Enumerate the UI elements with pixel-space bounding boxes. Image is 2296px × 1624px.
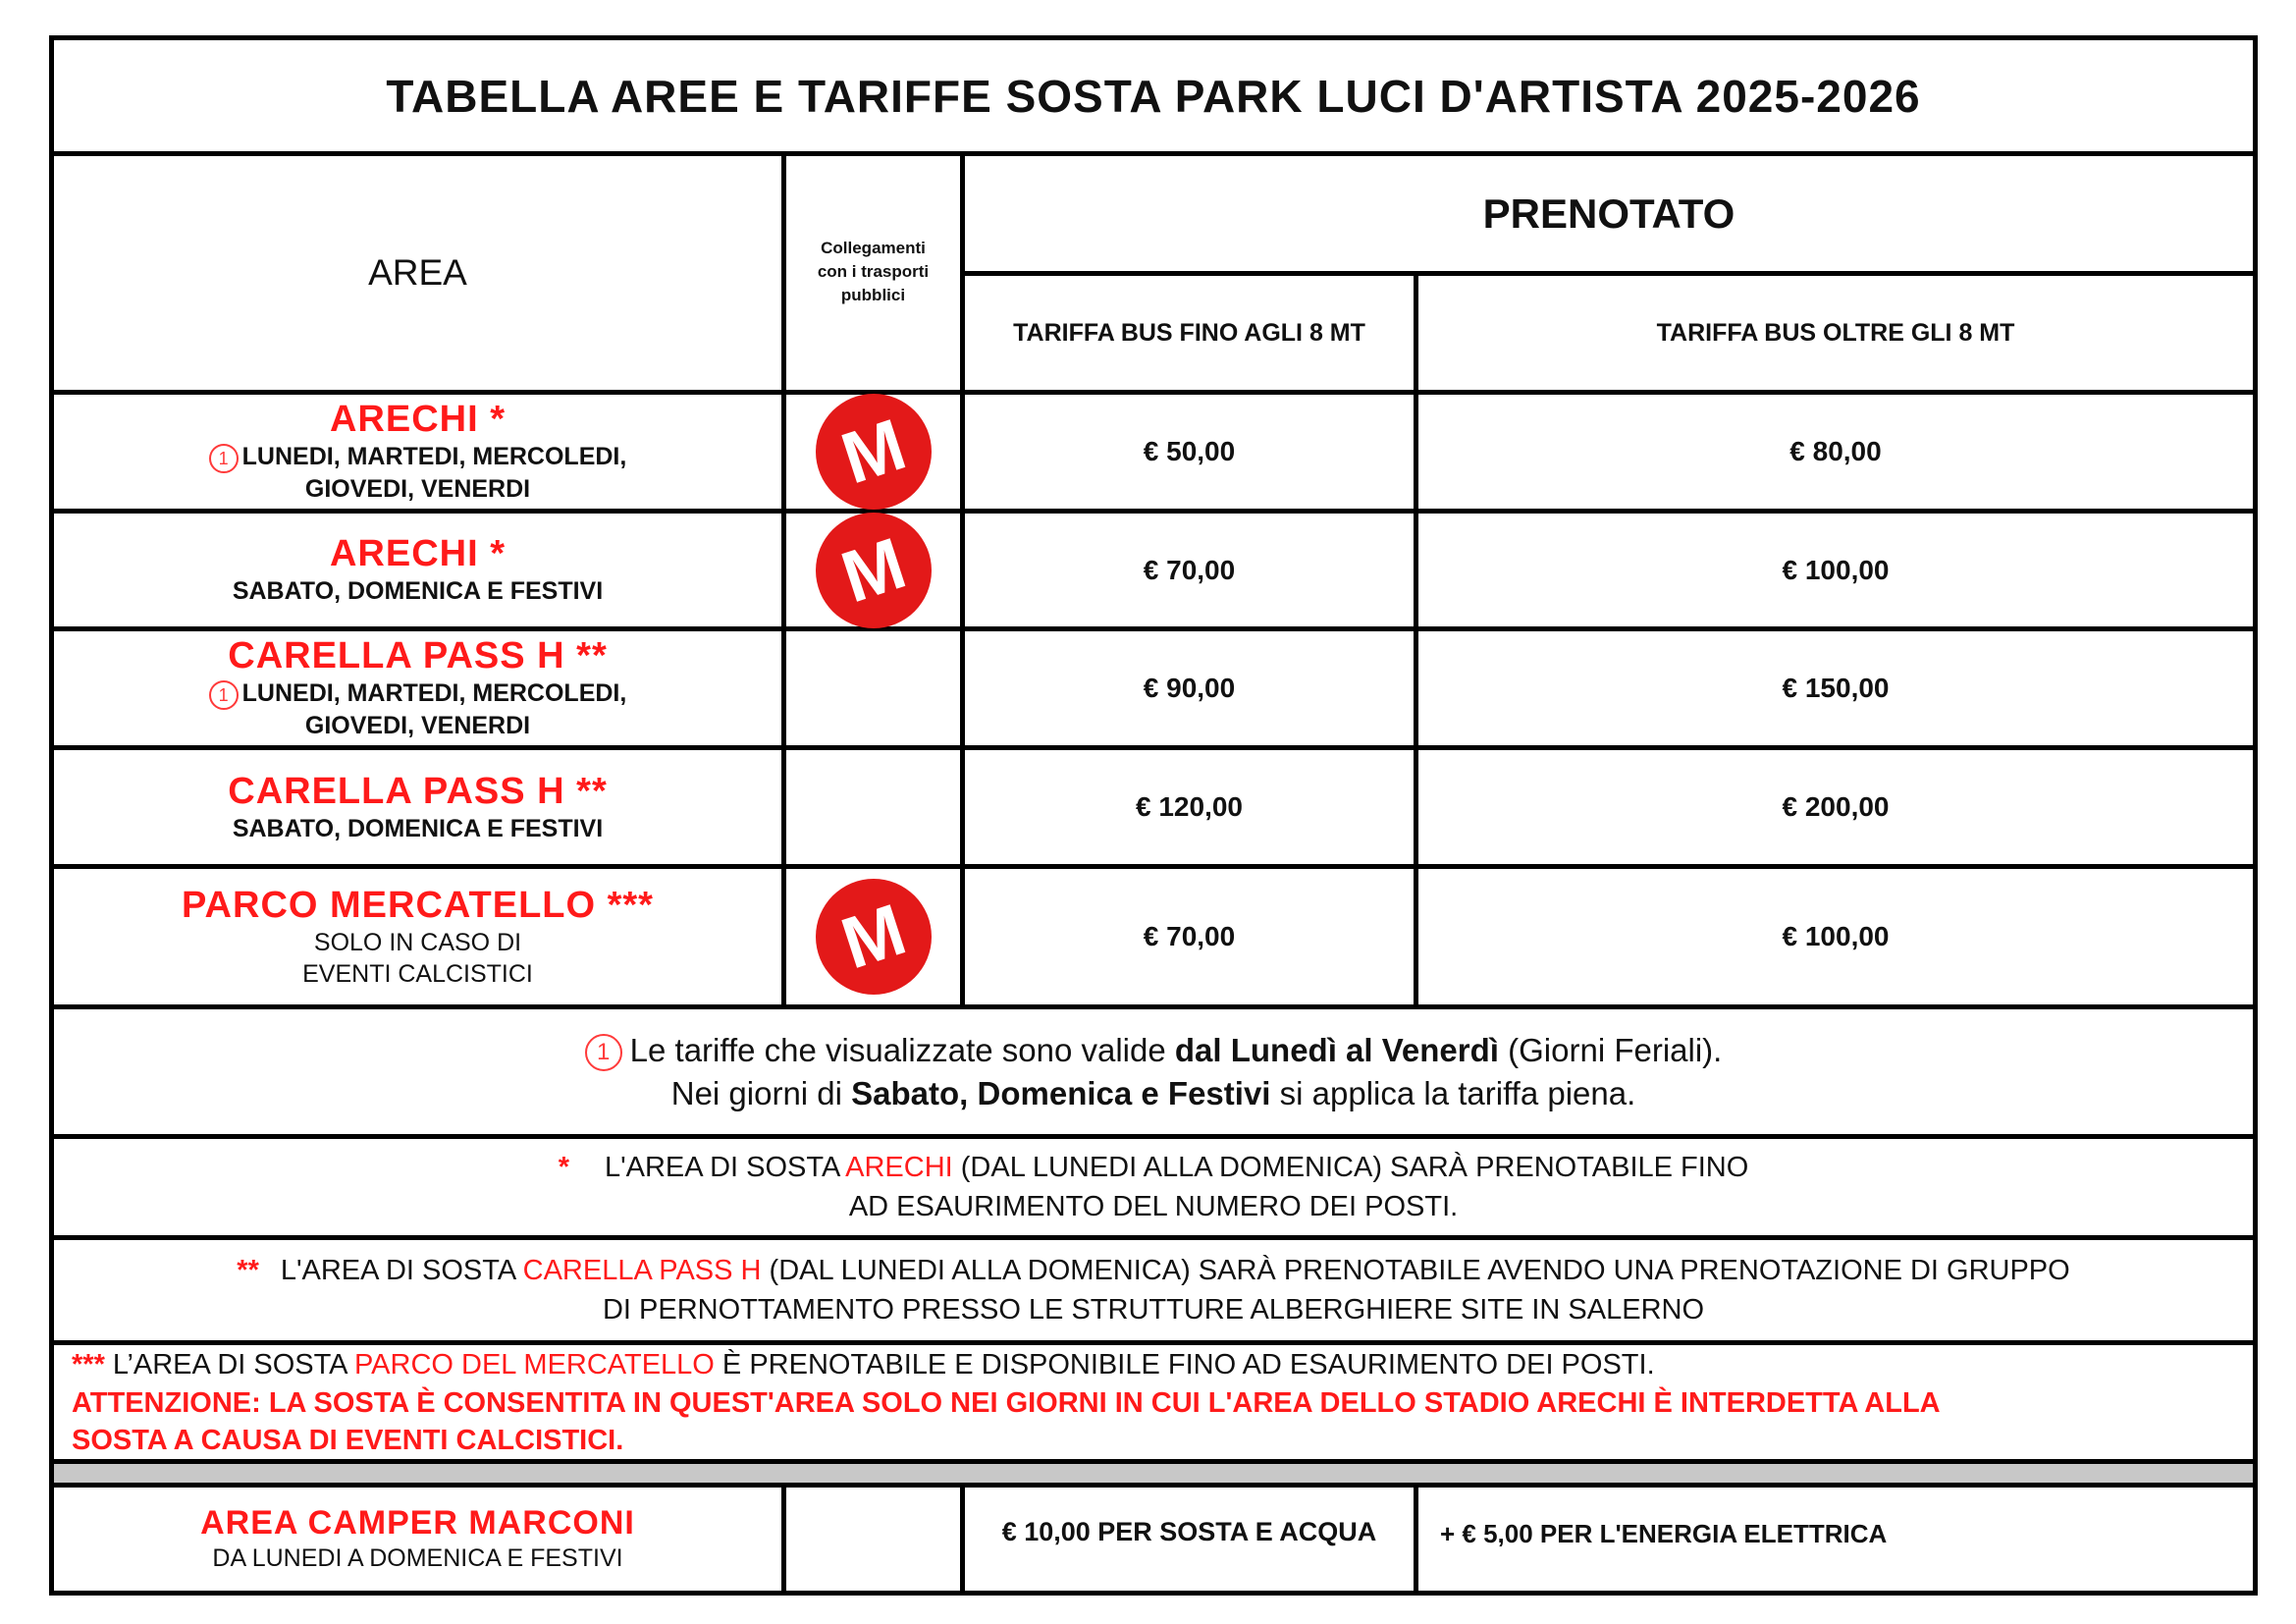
note-one-icon: 1 bbox=[585, 1034, 622, 1071]
svg-text:M: M bbox=[831, 403, 915, 500]
warning-line: ATTENZIONE: LA SOSTA È CONSENTITA IN QUEST'AREA SOLO NEI GIORNI IN CUI L'AREA DELLO STADIO ARECHI È INTERDETTA ALLA bbox=[72, 1387, 1941, 1419]
svg-text:M: M bbox=[831, 521, 915, 619]
price-bus-small: € 120,00 bbox=[1136, 791, 1243, 822]
price-bus-small: € 70,00 bbox=[1143, 554, 1236, 585]
area-days: SOLO IN CASO DI bbox=[313, 928, 522, 956]
note-line: Nei giorni di Sabato, Domenica e Festivi si applica la tariffa piena. bbox=[670, 1074, 1636, 1111]
svg-text:M: M bbox=[831, 888, 915, 985]
area-name: ARECHI * bbox=[329, 399, 507, 441]
area-days: 1 LUNEDI, MARTEDI, MERCOLEDI, bbox=[209, 677, 627, 709]
transport-cell bbox=[786, 395, 960, 509]
price-cell bbox=[1418, 631, 2253, 745]
transport-cell bbox=[786, 869, 960, 1004]
divider bbox=[781, 1483, 786, 1596]
camper-name: AREA CAMPER MARCONI bbox=[200, 1504, 635, 1542]
note-line: DI PERNOTTAMENTO PRESSO LE STRUTTURE ALBERGHIERE SITE IN SALERNO bbox=[602, 1294, 1705, 1326]
table-row bbox=[54, 514, 781, 626]
table-row bbox=[54, 631, 781, 745]
price-bus-small: € 70,00 bbox=[1143, 921, 1236, 951]
area-name: CARELLA PASS H ** bbox=[228, 635, 608, 677]
price-cell bbox=[965, 631, 1414, 745]
camper-price-electric: + € 5,00 PER L'ENERGIA ELETTRICA bbox=[1440, 1519, 1888, 1548]
grey-separator bbox=[54, 1464, 2253, 1483]
table-row bbox=[54, 750, 781, 864]
metro-icon bbox=[816, 394, 932, 510]
area-days: GIOVEDI, VENERDI bbox=[304, 474, 531, 503]
metro-icon bbox=[816, 879, 932, 995]
metro-icon bbox=[816, 513, 932, 628]
price-cell bbox=[1418, 869, 2253, 1004]
area-name: CARELLA PASS H ** bbox=[228, 770, 608, 812]
camper-days: DA LUNEDI A DOMENICA E FESTIVI bbox=[212, 1544, 623, 1572]
note-line: * L'AREA DI SOSTA ARECHI (DAL LUNEDI ALLA DOMENICA) SARÀ PRENOTABILE FINO bbox=[558, 1152, 1749, 1183]
header-transport-line: pubblici bbox=[840, 286, 906, 304]
area-name: ARECHI * bbox=[329, 533, 507, 574]
note-one-icon: 1 bbox=[209, 680, 239, 710]
header-transport-line: con i trasporti bbox=[817, 262, 930, 281]
price-bus-small: € 90,00 bbox=[1143, 673, 1236, 703]
header-col-small-cell bbox=[965, 276, 1414, 390]
note-line: *** L’AREA DI SOSTA PARCO DEL MERCATELLO È PRENOTABILE E DISPONIBILE FINO AD ESAURIMENTO DEI POSTI. bbox=[72, 1349, 1655, 1380]
header-booked: PRENOTATO bbox=[1482, 189, 1735, 237]
price-cell bbox=[1418, 514, 2253, 626]
header-transport-line: Collegamenti bbox=[821, 239, 926, 257]
area-days: SABATO, DOMENICA E FESTIVI bbox=[232, 814, 604, 842]
price-cell bbox=[1418, 750, 2253, 864]
price-bus-large: € 100,00 bbox=[1782, 921, 1890, 951]
price-cell bbox=[965, 514, 1414, 626]
camper-price-cell bbox=[965, 1488, 1414, 1591]
area-days: SABATO, DOMENICA E FESTIVI bbox=[232, 577, 604, 605]
price-cell bbox=[1418, 395, 2253, 509]
price-cell bbox=[965, 395, 1414, 509]
camper-price-cell bbox=[1418, 1488, 2253, 1591]
note-line: AD ESAURIMENTO DEL NUMERO DEI POSTI. bbox=[848, 1191, 1459, 1222]
note-line: ** L'AREA DI SOSTA CARELLA PASS H (DAL LUNEDI ALLA DOMENICA) SARÀ PRENOTABILE AVENDO UNA PRENOTAZIONE DI GRUPPO bbox=[237, 1255, 2070, 1286]
header-booked-cell bbox=[965, 156, 2253, 271]
note-carella bbox=[54, 1240, 2253, 1340]
price-cell bbox=[965, 750, 1414, 864]
area-days: EVENTI CALCISTICI bbox=[302, 959, 533, 988]
transport-cell bbox=[786, 514, 960, 626]
header-area-cell bbox=[54, 156, 781, 390]
table-row bbox=[54, 395, 781, 509]
price-bus-small: € 50,00 bbox=[1143, 436, 1236, 466]
price-bus-large: € 80,00 bbox=[1789, 436, 1882, 466]
area-days: 1 LUNEDI, MARTEDI, MERCOLEDI, bbox=[209, 441, 627, 472]
note-arechi bbox=[54, 1139, 2253, 1235]
header-area: AREA bbox=[368, 252, 467, 293]
table-row bbox=[54, 869, 781, 1004]
price-bus-large: € 150,00 bbox=[1782, 673, 1890, 703]
title-cell bbox=[54, 40, 2253, 151]
note-line: 1 Le tariffe che visualizzate sono valide dal Lunedì al Venerdì (Giorni Feriali). bbox=[585, 1029, 1723, 1072]
header-transport-cell bbox=[786, 156, 960, 390]
area-name: PARCO MERCATELLO *** bbox=[182, 884, 654, 926]
camper-price-water: € 10,00 PER SOSTA E ACQUA bbox=[1001, 1517, 1377, 1546]
warning-line: SOSTA A CAUSA DI EVENTI CALCISTICI. bbox=[72, 1425, 624, 1456]
area-days: GIOVEDI, VENERDI bbox=[304, 711, 531, 739]
price-cell bbox=[965, 869, 1414, 1004]
header-col-bus-large: TARIFFA BUS OLTRE GLI 8 MT bbox=[1656, 318, 2015, 347]
camper-area-cell bbox=[54, 1488, 781, 1591]
header-col-bus-small: TARIFFA BUS FINO AGLI 8 MT bbox=[1013, 318, 1365, 347]
note-one-icon: 1 bbox=[209, 444, 239, 473]
header-col-large-cell bbox=[1418, 276, 2253, 390]
note-mercatello bbox=[54, 1345, 2253, 1459]
price-bus-large: € 200,00 bbox=[1782, 791, 1890, 822]
price-bus-large: € 100,00 bbox=[1782, 554, 1890, 585]
page-title: TABELLA AREE E TARIFFE SOSTA PARK LUCI D'ARTISTA 2025-2026 bbox=[386, 70, 1921, 122]
note-weekday-rates bbox=[54, 1009, 2253, 1134]
